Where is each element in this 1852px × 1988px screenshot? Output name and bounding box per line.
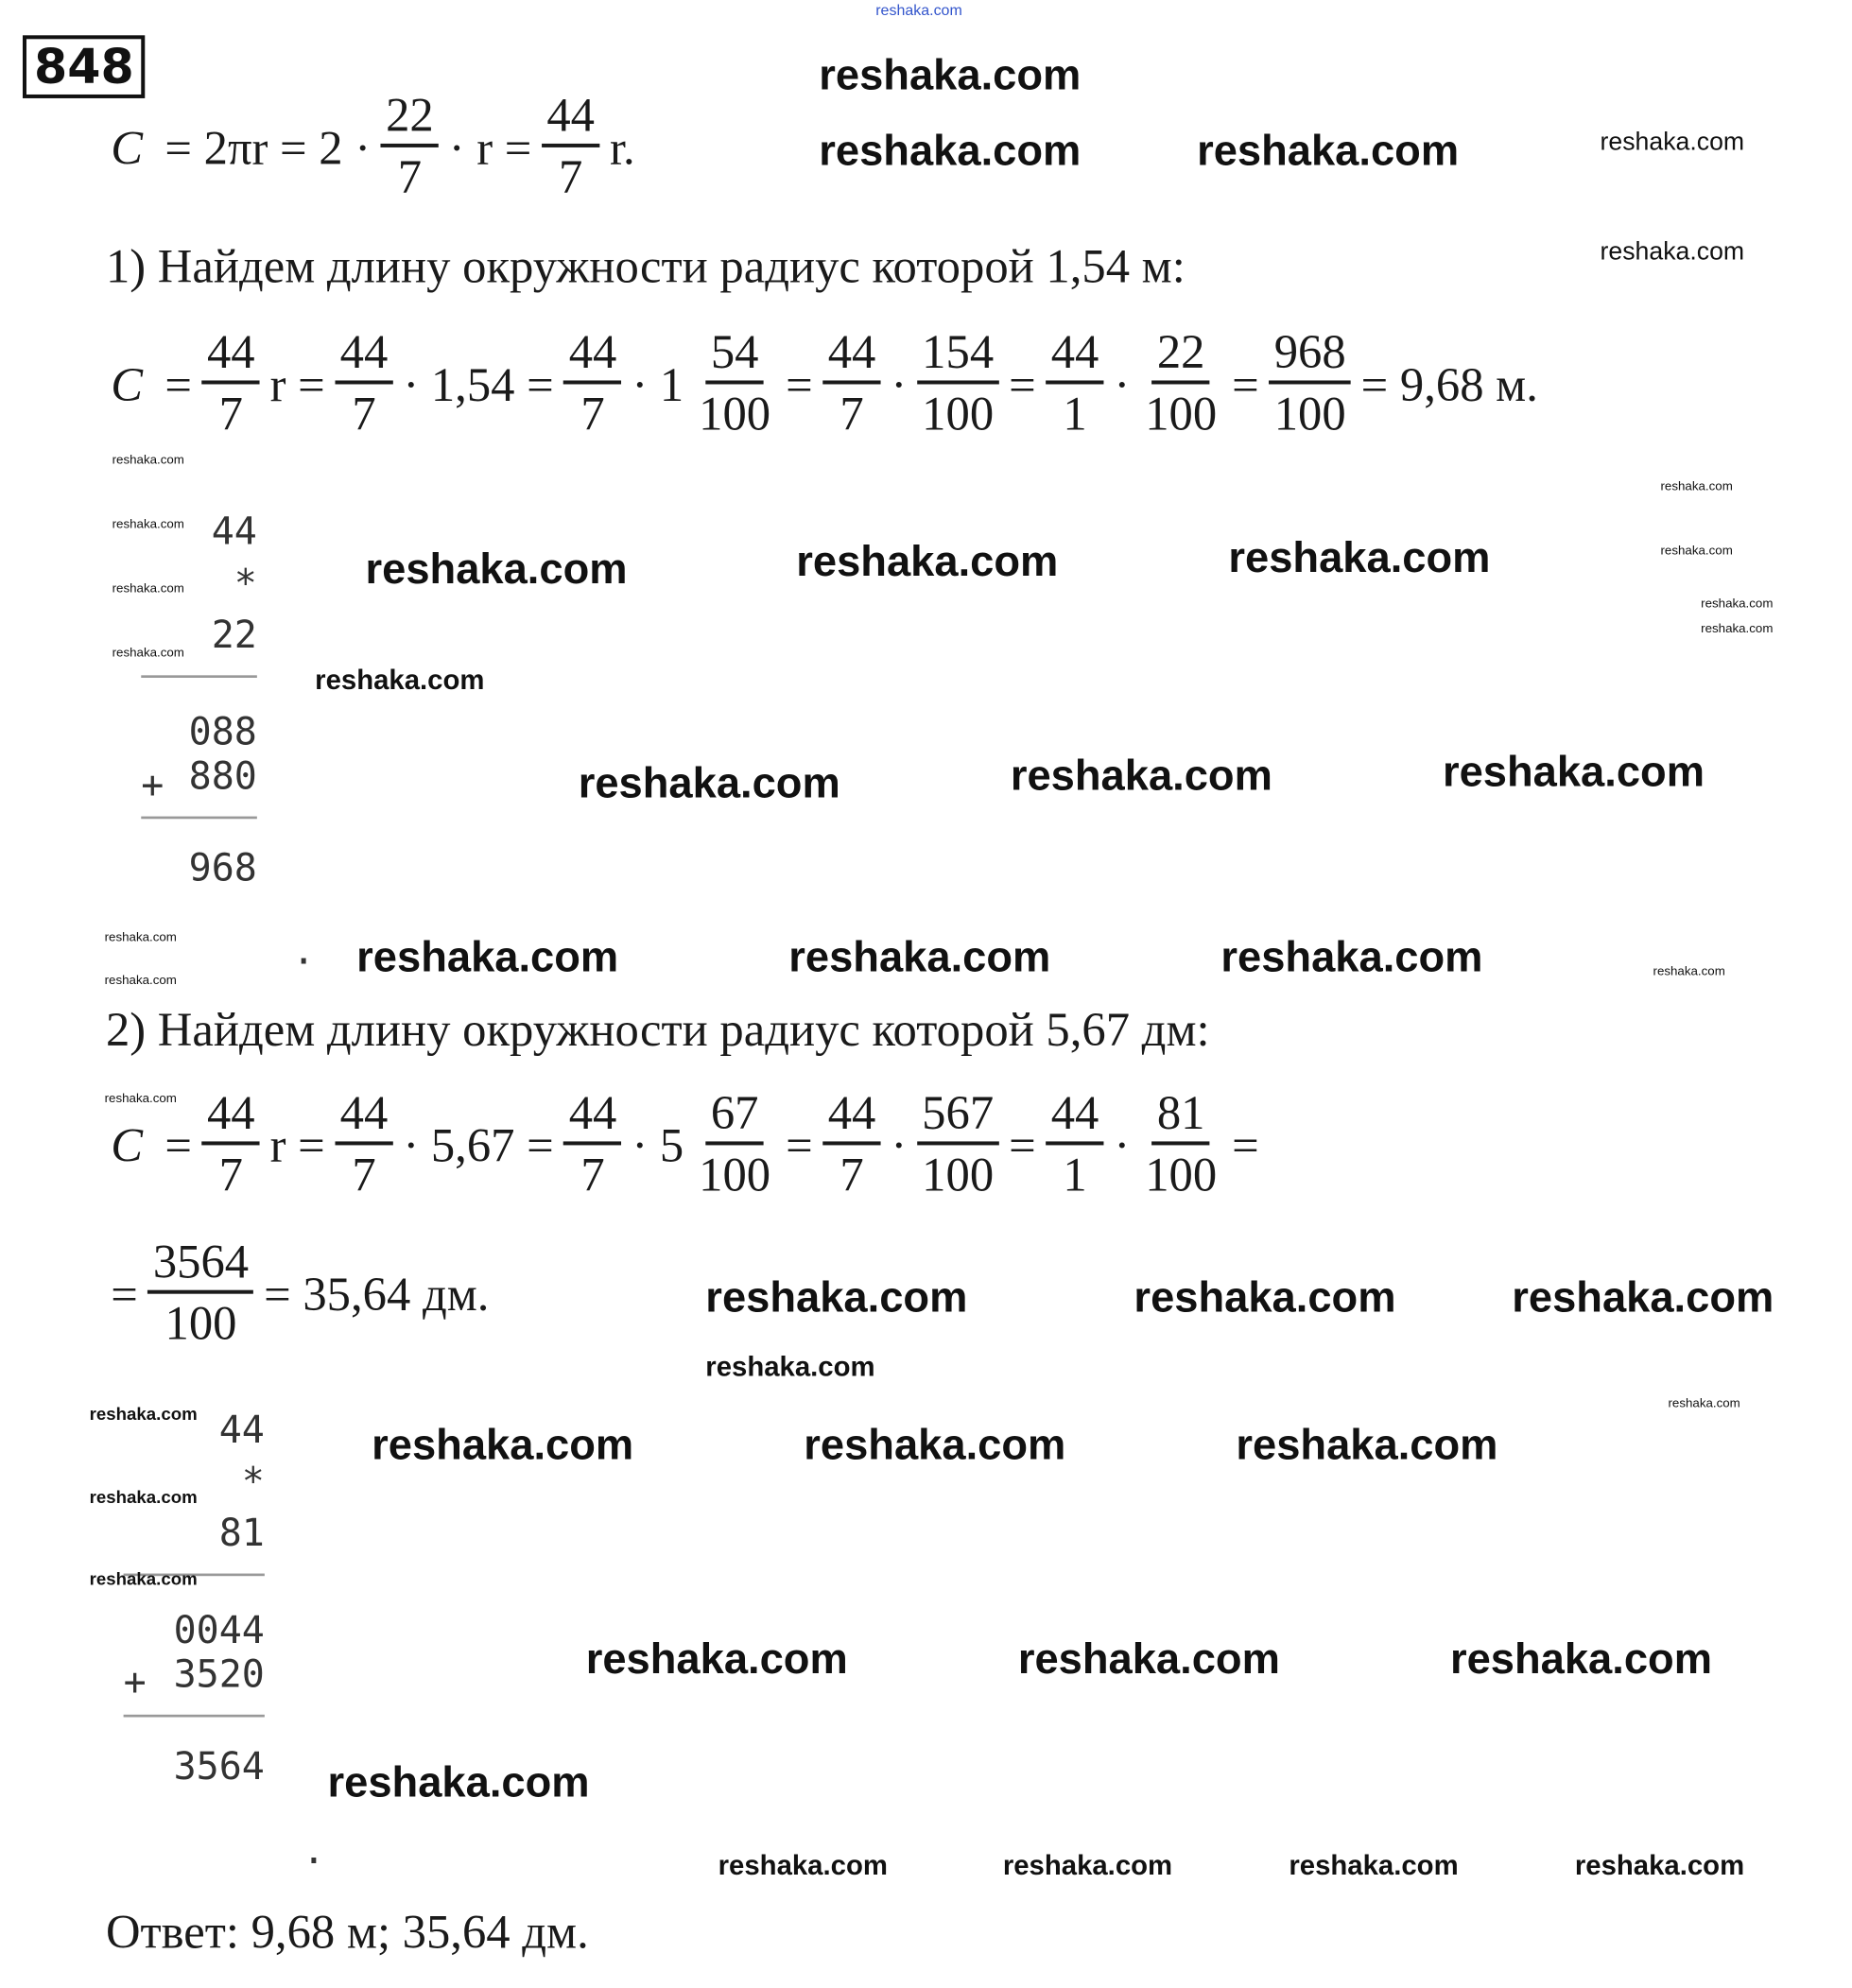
multiplier: 81 [218,1512,265,1556]
watermark: reshaka.com [1512,1273,1774,1322]
denominator: 1 [1063,388,1087,441]
watermark: reshaka.com [356,933,619,982]
watermark: reshaka.com [89,1403,198,1424]
fraction [1140,1086,1222,1206]
watermark: reshaka.com [1289,1849,1459,1881]
watermark: reshaka.com [1017,1634,1280,1684]
math-text: = [1009,1119,1036,1173]
numerator: 968 [1269,325,1351,385]
fraction [822,1086,880,1206]
partial-product-2: 3520 [173,1652,265,1698]
watermark: reshaka.com [1660,479,1733,494]
watermark: reshaka.com [89,1568,198,1589]
numerator: 81 [1152,1086,1210,1146]
numerator: 567 [917,1086,999,1146]
denominator: 7 [218,1149,243,1202]
step1-heading: 1) Найдем длину окружности радиус которой 1,54 м: [105,240,1186,294]
numerator: 44 [335,325,392,385]
watermark: reshaka.com [1220,933,1483,982]
watermark: reshaka.com [1600,237,1745,267]
watermark: reshaka.com [875,1,962,19]
fraction [563,1086,621,1206]
math-text: = [1232,1119,1259,1173]
math-text: · [1114,1119,1131,1173]
denominator: 7 [352,1149,376,1202]
fraction [202,325,260,445]
watermark: reshaka.com [365,545,628,594]
step1-formula [106,325,1543,445]
fraction [694,325,776,445]
math-text: · 1 [632,358,684,412]
divider [141,675,257,678]
fraction [563,325,621,445]
fraction [1046,1086,1103,1206]
multiplicand: 44 [211,510,257,555]
watermark: reshaka.com [1660,544,1733,559]
step2-column-multiplication [124,1409,265,1789]
numerator: 44 [822,1086,880,1146]
watermark: reshaka.com [1701,596,1774,612]
math-text: = [786,358,813,412]
watermark: reshaka.com [585,1634,848,1684]
denominator: 100 [922,1149,995,1202]
watermark: reshaka.com [1701,622,1774,637]
watermark: reshaka.com [104,1092,177,1107]
watermark: reshaka.com [112,517,184,532]
numerator: 44 [1046,1086,1103,1146]
partial-product-1: 088 [188,710,257,755]
denominator: 7 [839,1149,864,1202]
math-text: = [1009,358,1036,412]
numerator: 44 [563,1086,621,1146]
math-text: = 9,68 м. [1360,358,1538,412]
variable-c: C [111,1119,144,1173]
fraction [542,88,599,208]
numerator: 44 [335,1086,392,1146]
math-text: r = [269,1119,325,1173]
math-text: · 5 [632,1119,684,1173]
denominator: 1 [1063,1149,1087,1202]
watermark: reshaka.com [819,51,1082,100]
partial-product-1: 0044 [173,1608,265,1653]
watermark: reshaka.com [705,1273,968,1322]
numerator: 44 [202,325,260,385]
math-text: · r = [448,121,532,175]
multiply-sign: * [234,562,257,607]
denominator: 7 [559,150,583,204]
watermark: reshaka.com [104,974,177,988]
step2-heading: 2) Найдем длину окружности радиус которой 5,67 дм: [105,1004,1210,1058]
watermark: reshaka.com [1134,1273,1396,1322]
step1-column-multiplication [141,510,257,890]
numerator: 67 [705,1086,763,1146]
math-text: r. [609,121,635,175]
watermark: reshaka.com [1010,752,1272,801]
plus-sign: + [141,763,164,808]
watermark: reshaka.com [1600,128,1745,157]
math-text: = 2πr = 2 · [152,121,372,175]
fraction [822,325,880,445]
divider [124,1715,265,1718]
watermark: reshaka.com [112,453,184,468]
denominator: 7 [839,388,864,441]
watermark: reshaka.com [327,1758,590,1807]
fraction [917,325,999,445]
dot: . [292,929,316,975]
variable-c: C [111,358,144,412]
watermark: reshaka.com [1002,1849,1173,1881]
watermark: reshaka.com [1197,127,1460,176]
math-text: r = [269,358,325,412]
partial-product-2: 880 [188,754,257,799]
watermark: reshaka.com [1668,1396,1740,1411]
watermark: reshaka.com [1236,1421,1498,1469]
math-text: = [1232,358,1259,412]
denominator: 100 [699,388,771,441]
formula-circumference [106,88,640,208]
fraction [1140,325,1222,445]
watermark: reshaka.com [718,1849,888,1881]
denominator: 7 [580,1149,605,1202]
numerator: 44 [822,325,880,385]
denominator: 100 [164,1297,237,1351]
math-text: = [786,1119,813,1173]
watermark: reshaka.com [89,1486,198,1507]
math-text: · [891,1119,908,1173]
math-text: = [152,358,192,412]
numerator: 44 [1046,325,1103,385]
watermark: reshaka.com [112,646,184,661]
watermark: reshaka.com [1653,964,1725,979]
fraction [148,1235,254,1355]
denominator: 100 [1145,1149,1218,1202]
watermark: reshaka.com [1449,1634,1713,1684]
fraction [381,88,439,208]
watermark: reshaka.com [804,1421,1066,1469]
watermark: reshaka.com [578,759,840,808]
numerator: 154 [917,325,999,385]
watermark: reshaka.com [796,538,1059,586]
denominator: 100 [1145,388,1218,441]
math-text: = 35,64 дм. [264,1268,490,1322]
numerator: 54 [705,325,763,385]
watermark: reshaka.com [315,664,485,696]
dot: . [302,1829,325,1874]
denominator: 100 [699,1149,771,1202]
numerator: 44 [542,88,599,147]
multiply-sign: * [241,1460,265,1505]
fraction [694,1086,776,1206]
math-text: = [152,1119,192,1173]
fraction [202,1086,260,1206]
numerator: 22 [381,88,439,147]
problem-number: 848 [23,35,146,98]
fraction [335,1086,392,1206]
watermark: reshaka.com [104,930,177,945]
watermark: reshaka.com [1574,1849,1745,1881]
math-text: · 1,54 = [403,358,554,412]
math-text: · 5,67 = [403,1119,554,1173]
watermark: reshaka.com [1442,748,1705,797]
watermark: reshaka.com [1228,534,1491,582]
multiplier: 22 [211,614,257,658]
step2-formula [106,1086,1264,1206]
fraction [917,1086,999,1206]
watermark: reshaka.com [788,933,1051,982]
watermark: reshaka.com [372,1421,634,1469]
fraction [335,325,392,445]
numerator: 22 [1152,325,1210,385]
watermark: reshaka.com [705,1350,875,1382]
divider [141,817,257,820]
watermark: reshaka.com [112,581,184,596]
product: 3564 [173,1744,265,1789]
product: 968 [188,846,257,891]
step2-formula-continued [106,1235,494,1355]
denominator: 7 [218,388,243,441]
numerator: 3564 [148,1235,254,1294]
numerator: 44 [563,325,621,385]
numerator: 44 [202,1086,260,1146]
denominator: 100 [1273,388,1346,441]
multiplicand: 44 [218,1408,265,1453]
denominator: 100 [922,388,995,441]
math-text: = [111,1268,138,1322]
plus-sign: + [123,1660,147,1705]
variable-c: C [111,121,144,175]
answer: Ответ: 9,68 м; 35,64 дм. [105,1906,589,1960]
watermark: reshaka.com [819,127,1082,176]
math-text: · [891,358,908,412]
denominator: 7 [397,150,423,204]
denominator: 7 [580,388,605,441]
fraction [1046,325,1103,445]
denominator: 7 [352,388,376,441]
fraction [1269,325,1351,445]
math-text: · [1114,358,1131,412]
